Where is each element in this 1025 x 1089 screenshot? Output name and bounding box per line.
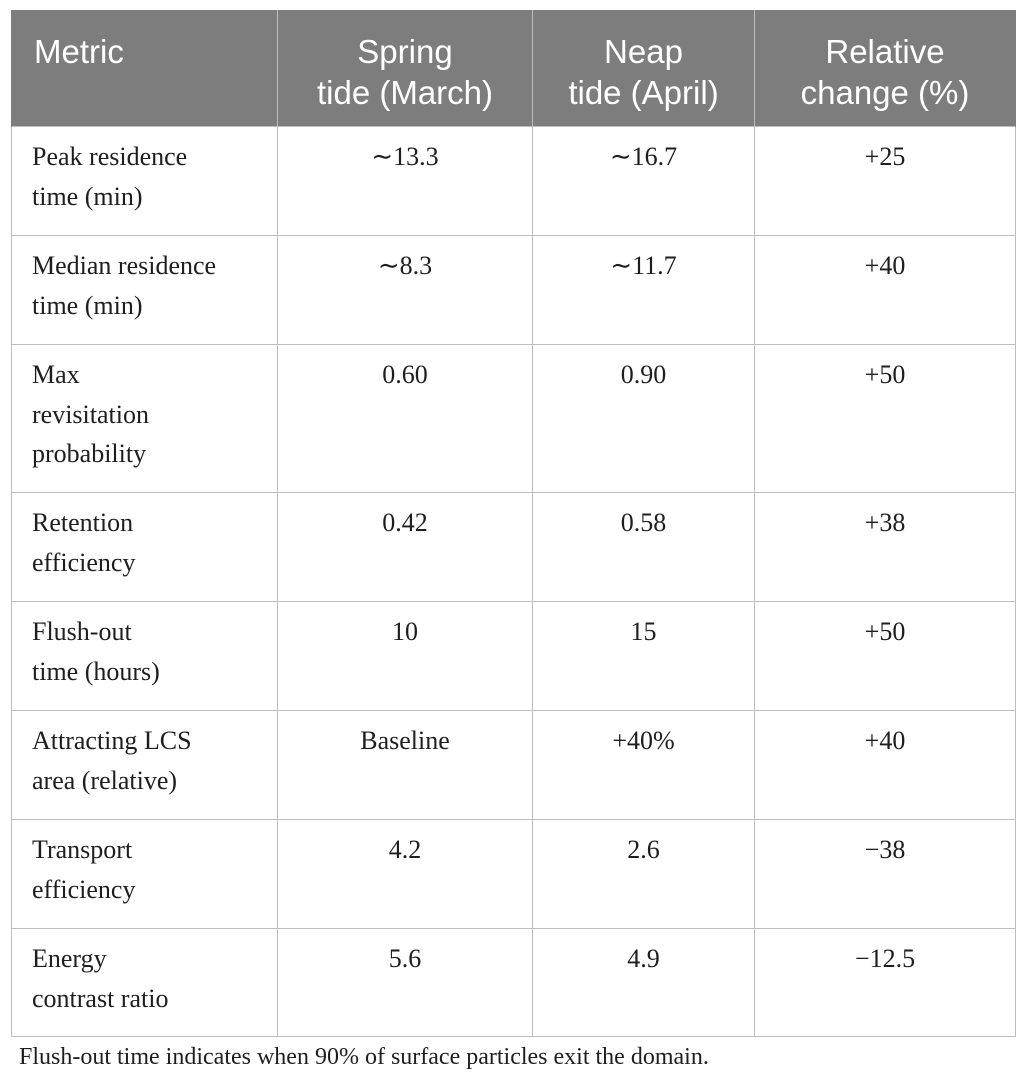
table-row [12,127,1016,236]
table-header-row [12,11,1016,127]
table-row [12,711,1016,820]
neap-value-cell: 15 [533,602,755,711]
metric-cell: Flush-out time (hours) [12,602,278,711]
table-row [12,345,1016,493]
change-value-cell: −38 [755,820,1016,929]
spring-value-cell: 10 [278,602,533,711]
spring-value-cell: ∼8.3 [278,236,533,345]
table-row [12,236,1016,345]
change-value-cell: +50 [755,602,1016,711]
table-row [12,493,1016,602]
spring-value-cell: 0.60 [278,345,533,493]
header-neap-tide: Neap tide (April) [533,11,755,127]
table-footnote: Flush-out time indicates when 90% of surface particles exit the domain. [19,1044,709,1070]
metric-cell: Energy contrast ratio [12,929,278,1037]
neap-value-cell: ∼16.7 [533,127,755,236]
table-row [12,820,1016,929]
change-value-cell: −12.5 [755,929,1016,1037]
neap-value-cell: 0.58 [533,493,755,602]
spring-value-cell: 0.42 [278,493,533,602]
neap-value-cell: +40% [533,711,755,820]
header-spring-tide: Spring tide (March) [278,11,533,127]
metric-cell: Attracting LCS area (relative) [12,711,278,820]
metric-cell: Retention efficiency [12,493,278,602]
spring-value-cell: 4.2 [278,820,533,929]
neap-value-cell: 2.6 [533,820,755,929]
metric-cell: Median residence time (min) [12,236,278,345]
neap-value-cell: 0.90 [533,345,755,493]
header-metric: Metric [12,11,278,127]
metrics-table [11,10,1016,1037]
spring-value-cell: 5.6 [278,929,533,1037]
neap-value-cell: 4.9 [533,929,755,1037]
change-value-cell: +50 [755,345,1016,493]
table-row [12,929,1016,1037]
table-row [12,602,1016,711]
metric-cell: Transport efficiency [12,820,278,929]
data-table-container [11,10,1015,1037]
metric-cell: Max revisitation probability [12,345,278,493]
change-value-cell: +40 [755,236,1016,345]
neap-value-cell: ∼11.7 [533,236,755,345]
change-value-cell: +40 [755,711,1016,820]
header-relative-change: Relative change (%) [755,11,1016,127]
change-value-cell: +25 [755,127,1016,236]
change-value-cell: +38 [755,493,1016,602]
metric-cell: Peak residence time (min) [12,127,278,236]
spring-value-cell: Baseline [278,711,533,820]
spring-value-cell: ∼13.3 [278,127,533,236]
